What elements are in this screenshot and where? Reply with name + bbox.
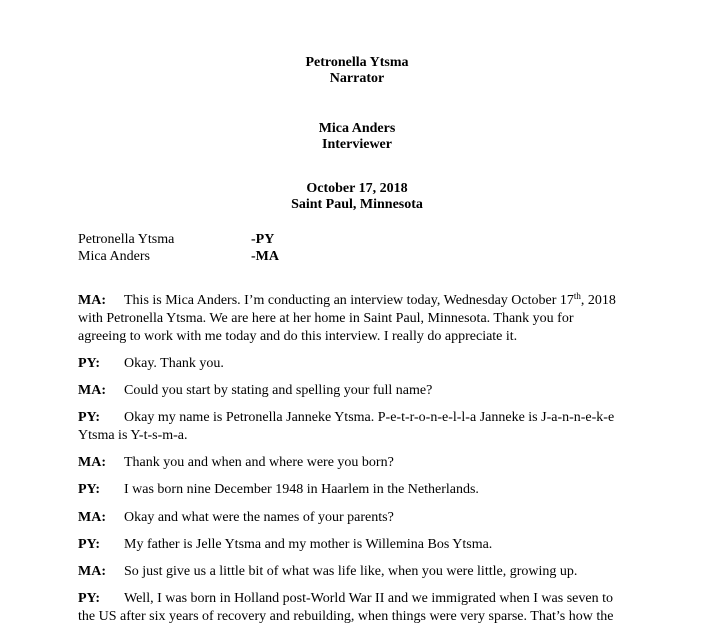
- paragraph-text: Well, I was born in Holland post-World War II and we immigrated when I was seven to: [124, 591, 613, 606]
- speaker-label: MA:: [78, 455, 106, 470]
- narrator-name: Petronella Ytsma: [305, 55, 409, 70]
- speaker-code-row: [78, 249, 279, 265]
- speaker-code-abbr: -PY: [251, 232, 275, 247]
- speaker-code-name: Petronella Ytsma: [78, 232, 175, 247]
- paragraph-text: Okay and what were the names of your parents?: [124, 510, 394, 525]
- speaker-label: PY:: [78, 591, 101, 606]
- paragraph-text: I was born nine December 1948 in Haarlem in the Netherlands.: [124, 482, 479, 497]
- speaker-label: PY:: [78, 410, 101, 425]
- speaker-code-name: Mica Anders: [78, 249, 150, 264]
- paragraph-text: , 2018: [580, 293, 616, 308]
- speaker-label: MA:: [78, 510, 106, 525]
- paragraph-text: This is Mica Anders. I’m conducting an interview today, Wednesday October 17: [124, 293, 574, 308]
- transcript-paragraph: [78, 481, 638, 499]
- interviewer-name: Mica Anders: [318, 121, 396, 136]
- paragraph-text: Okay my name is Petronella Janneke Ytsma. P-e-t-r-o-n-e-l-l-a Janneke is J-a-n-n-e-k-e: [124, 410, 615, 425]
- transcript-paragraph: [78, 536, 638, 554]
- speaker-label: MA:: [78, 293, 106, 308]
- speaker-code-abbr: -MA: [251, 249, 279, 264]
- transcript-paragraph: [78, 509, 638, 527]
- speaker-label: MA:: [78, 383, 106, 398]
- transcript-paragraph: [78, 409, 638, 445]
- transcript-paragraph: [78, 382, 638, 400]
- paragraph-text: My father is Jelle Ytsma and my mother is Willemina Bos Ytsma.: [124, 537, 493, 552]
- transcript-paragraph: [78, 590, 638, 626]
- transcript-paragraph: [78, 292, 638, 346]
- speaker-label: PY:: [78, 537, 101, 552]
- paragraph-text: the US after six years of recovery and rebuilding, when things were very sparse. That’s how the: [78, 609, 614, 624]
- ordinal-suffix: th: [573, 291, 581, 301]
- speaker-label: PY:: [78, 356, 101, 371]
- transcript-paragraph: [78, 355, 638, 373]
- paragraph-text: Could you start by stating and spelling your full name?: [124, 383, 433, 398]
- interview-date: October 17, 2018: [306, 181, 408, 196]
- interviewer-role: Interviewer: [322, 137, 392, 152]
- transcript-paragraph: [78, 563, 638, 581]
- narrator-role: Narrator: [329, 71, 385, 86]
- paragraph-text: with Petronella Ytsma. We are here at her home in Saint Paul, Minnesota. Thank you for: [78, 311, 574, 326]
- transcript-paragraph: [78, 454, 638, 472]
- paragraph-text: Ytsma is Y-t-s-m-a.: [78, 428, 188, 443]
- speaker-code-row: [78, 232, 274, 248]
- paragraph-text: So just give us a little bit of what was life like, when you were little, growing up.: [124, 564, 578, 579]
- paragraph-text: Thank you and when and where were you born?: [124, 455, 394, 470]
- speaker-label: PY:: [78, 482, 101, 497]
- paragraph-text: Okay. Thank you.: [124, 356, 224, 371]
- paragraph-text: agreeing to work with me today and do this interview. I really do appreciate it.: [78, 329, 518, 344]
- interview-location: Saint Paul, Minnesota: [291, 197, 423, 212]
- speaker-label: MA:: [78, 564, 106, 579]
